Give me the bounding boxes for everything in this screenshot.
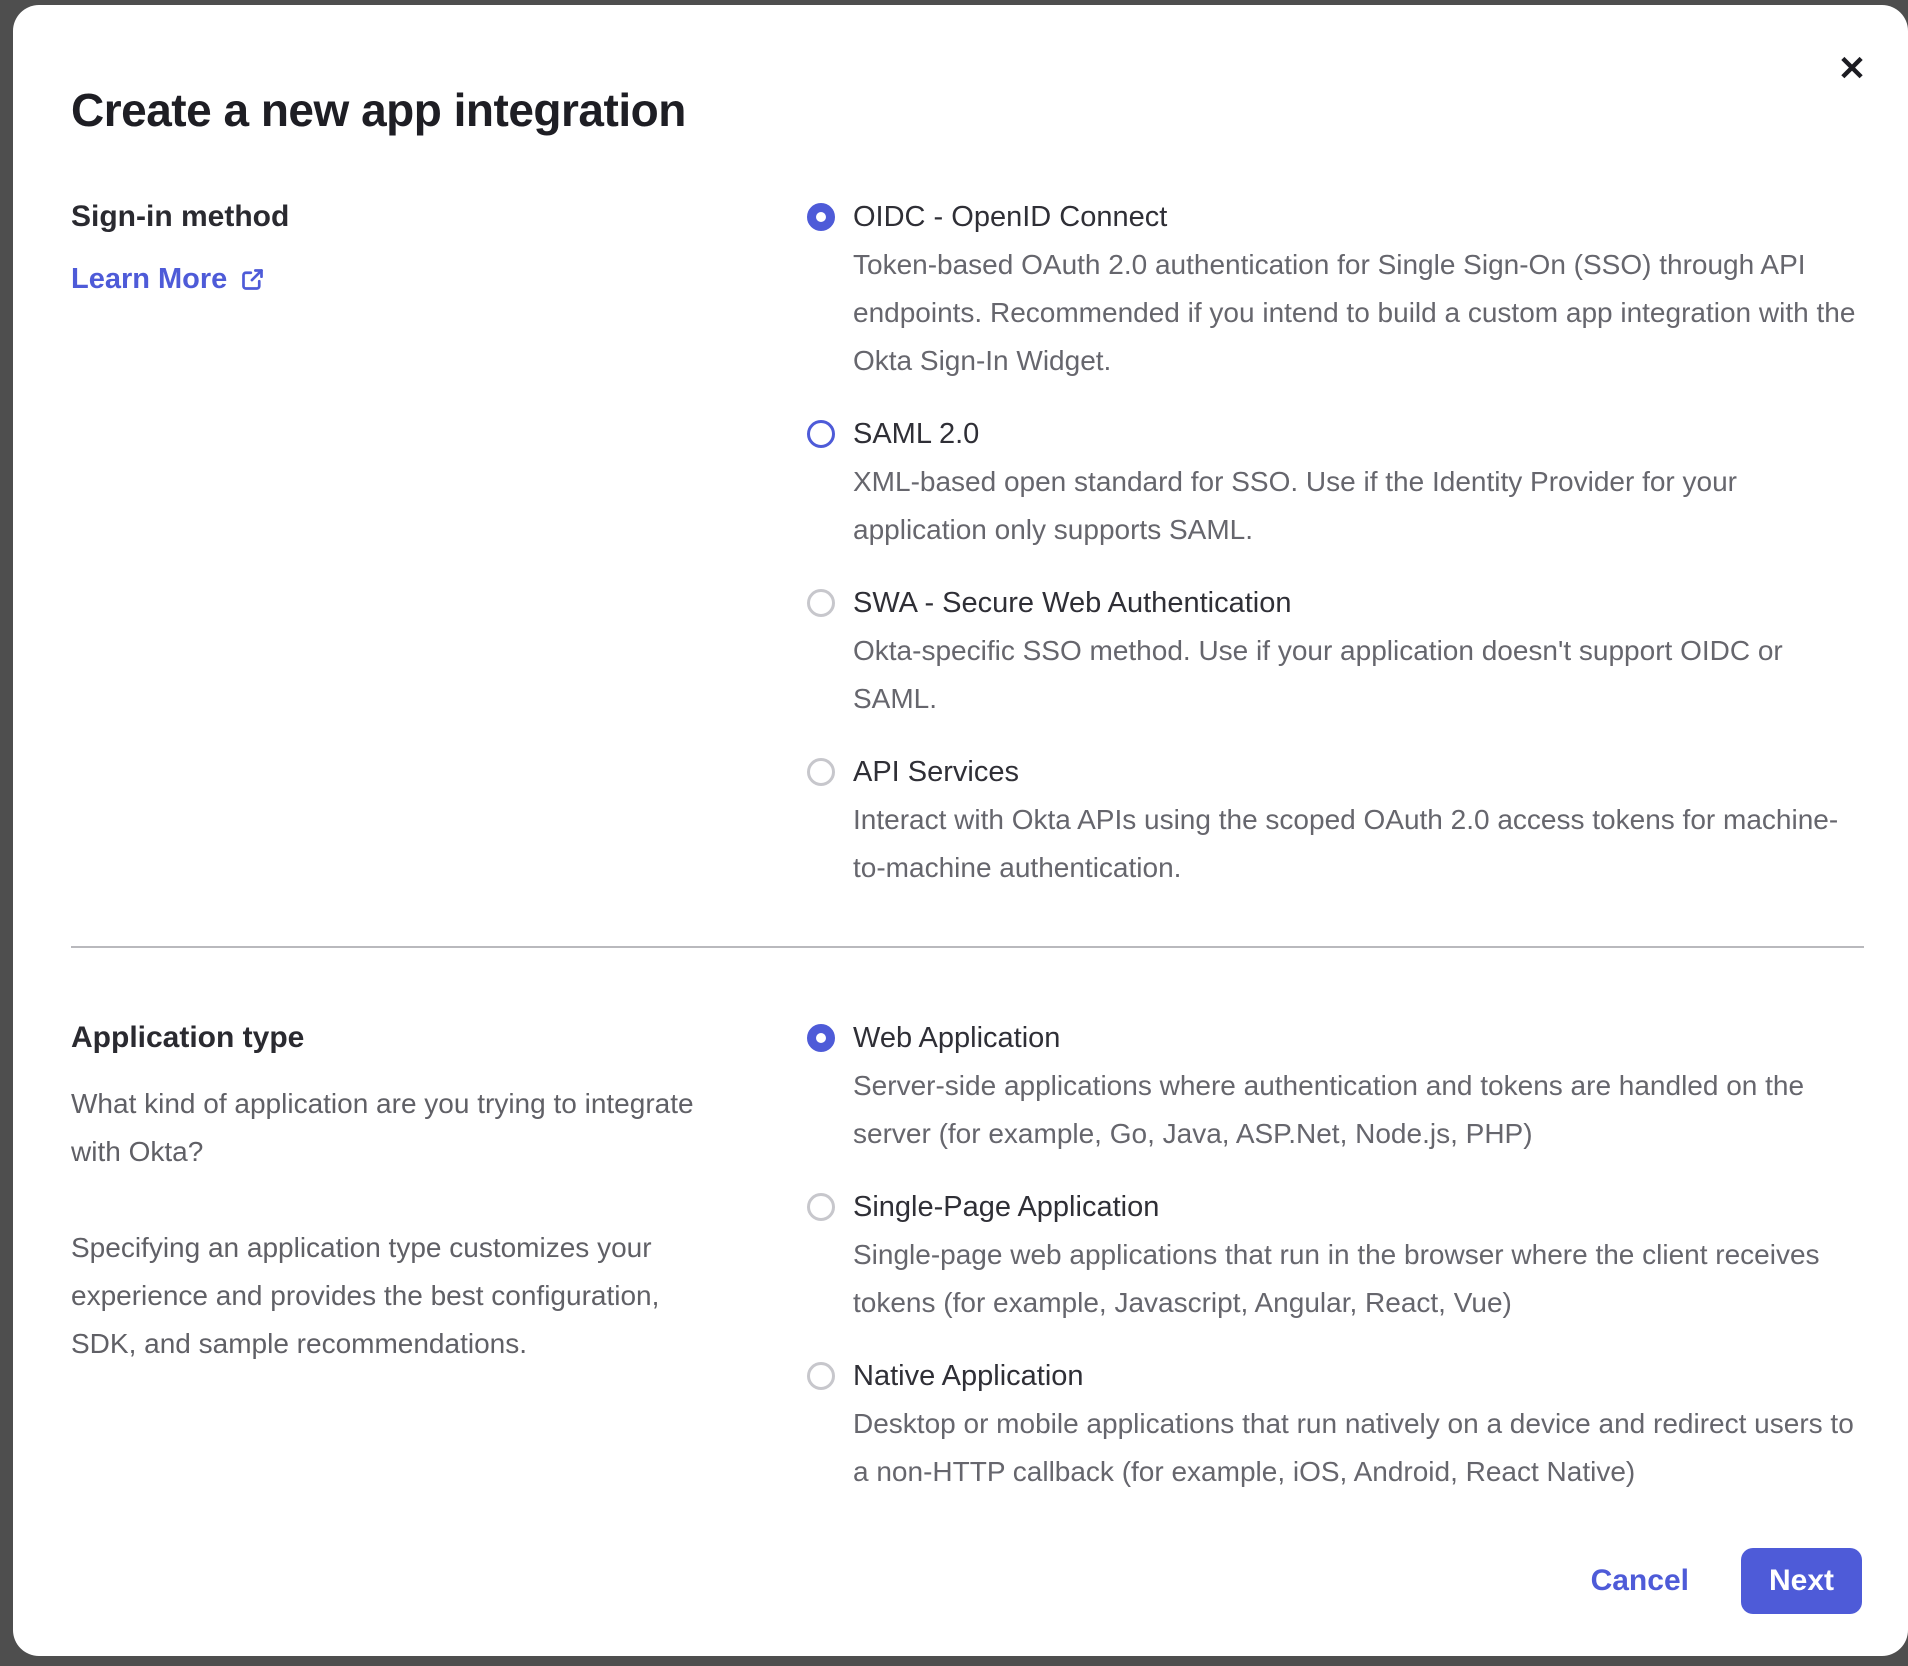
- radio-swa[interactable]: [807, 589, 835, 617]
- radio-option-text: [853, 1014, 1864, 1158]
- learn-more-link[interactable]: [71, 263, 266, 296]
- radio-web-application[interactable]: [807, 1024, 835, 1052]
- dialog-footer: [13, 1518, 1908, 1656]
- radio-option-text: [853, 410, 1864, 554]
- radio-option-api-services-description: Interact with Okta APIs using the scoped OAuth 2.0 access tokens for machine-to-machine authentication.: [853, 804, 1839, 883]
- dialog-content: [13, 5, 1908, 1496]
- learn-more-label[interactable]: Learn More: [71, 263, 228, 295]
- sign-in-method-left-column: [71, 193, 761, 892]
- radio-api-services[interactable]: [807, 758, 835, 786]
- radio-option-web-application[interactable]: [807, 1014, 1864, 1158]
- close-icon[interactable]: ✕: [1828, 45, 1876, 93]
- radio-option-text: [853, 1183, 1864, 1327]
- application-type-left-column: [71, 1014, 761, 1496]
- application-type-options: [807, 1014, 1864, 1496]
- radio-option-oidc-label[interactable]: OIDC - OpenID Connect: [853, 201, 1168, 233]
- radio-saml[interactable]: [807, 420, 835, 448]
- next-button[interactable]: Next: [1741, 1548, 1862, 1614]
- radio-option-saml-description: XML-based open standard for SSO. Use if the Identity Provider for your application only supports SAML.: [853, 466, 1737, 545]
- dialog-title: Create a new app integration: [71, 84, 686, 136]
- cancel-button[interactable]: Cancel: [1590, 1564, 1689, 1597]
- sign-in-method-label: Sign-in method: [71, 200, 290, 233]
- application-type-explanation: Specifying an application type customizes your experience and provides the best configuration, SDK, and sample recommendations.: [71, 1232, 660, 1359]
- create-app-integration-dialog: [13, 5, 1908, 1656]
- radio-option-text: [853, 1352, 1864, 1496]
- radio-option-swa[interactable]: [807, 579, 1864, 723]
- radio-option-api-services[interactable]: [807, 748, 1864, 892]
- radio-option-saml[interactable]: [807, 410, 1864, 554]
- radio-option-single-page-application[interactable]: [807, 1183, 1864, 1327]
- radio-option-text: [853, 579, 1864, 723]
- radio-option-native-application-label[interactable]: Native Application: [853, 1360, 1084, 1392]
- radio-oidc[interactable]: [807, 203, 835, 231]
- radio-option-native-application-description: Desktop or mobile applications that run natively on a device and redirect users to a non-HTTP callback (for example, iOS, Android, React Native): [853, 1408, 1854, 1487]
- section-divider: [71, 946, 1864, 948]
- radio-option-oidc-description: Token-based OAuth 2.0 authentication for Single Sign-On (SSO) through API endpoints. Recommended if you intend to build a custom app integration with the Okta Sign-In Widget.: [853, 249, 1856, 376]
- radio-option-saml-label[interactable]: SAML 2.0: [853, 418, 980, 450]
- application-type-section: [71, 1014, 1864, 1496]
- application-type-question: What kind of application are you trying to integrate with Okta?: [71, 1088, 694, 1167]
- radio-single-page-application[interactable]: [807, 1193, 835, 1221]
- radio-option-text: [853, 748, 1864, 892]
- radio-option-web-application-label[interactable]: Web Application: [853, 1022, 1061, 1054]
- radio-option-single-page-application-label[interactable]: Single-Page Application: [853, 1191, 1160, 1223]
- radio-option-single-page-application-description: Single-page web applications that run in the browser where the client receives tokens (for example, Javascript, Angular, React, Vue): [853, 1239, 1820, 1318]
- radio-option-native-application[interactable]: [807, 1352, 1864, 1496]
- radio-option-swa-label[interactable]: SWA - Secure Web Authentication: [853, 587, 1292, 619]
- external-link-icon: [239, 266, 266, 293]
- radio-option-text: [853, 193, 1864, 385]
- sign-in-method-section: [71, 193, 1864, 892]
- radio-option-api-services-label[interactable]: API Services: [853, 756, 1019, 788]
- radio-option-web-application-description: Server-side applications where authentication and tokens are handled on the server (for example, Go, Java, ASP.Net, Node.js, PHP): [853, 1070, 1805, 1149]
- application-type-label: Application type: [71, 1021, 305, 1054]
- radio-option-swa-description: Okta-specific SSO method. Use if your application doesn't support OIDC or SAML.: [853, 635, 1783, 714]
- radio-native-application[interactable]: [807, 1362, 835, 1390]
- radio-option-oidc[interactable]: [807, 193, 1864, 385]
- sign-in-method-options: [807, 193, 1864, 892]
